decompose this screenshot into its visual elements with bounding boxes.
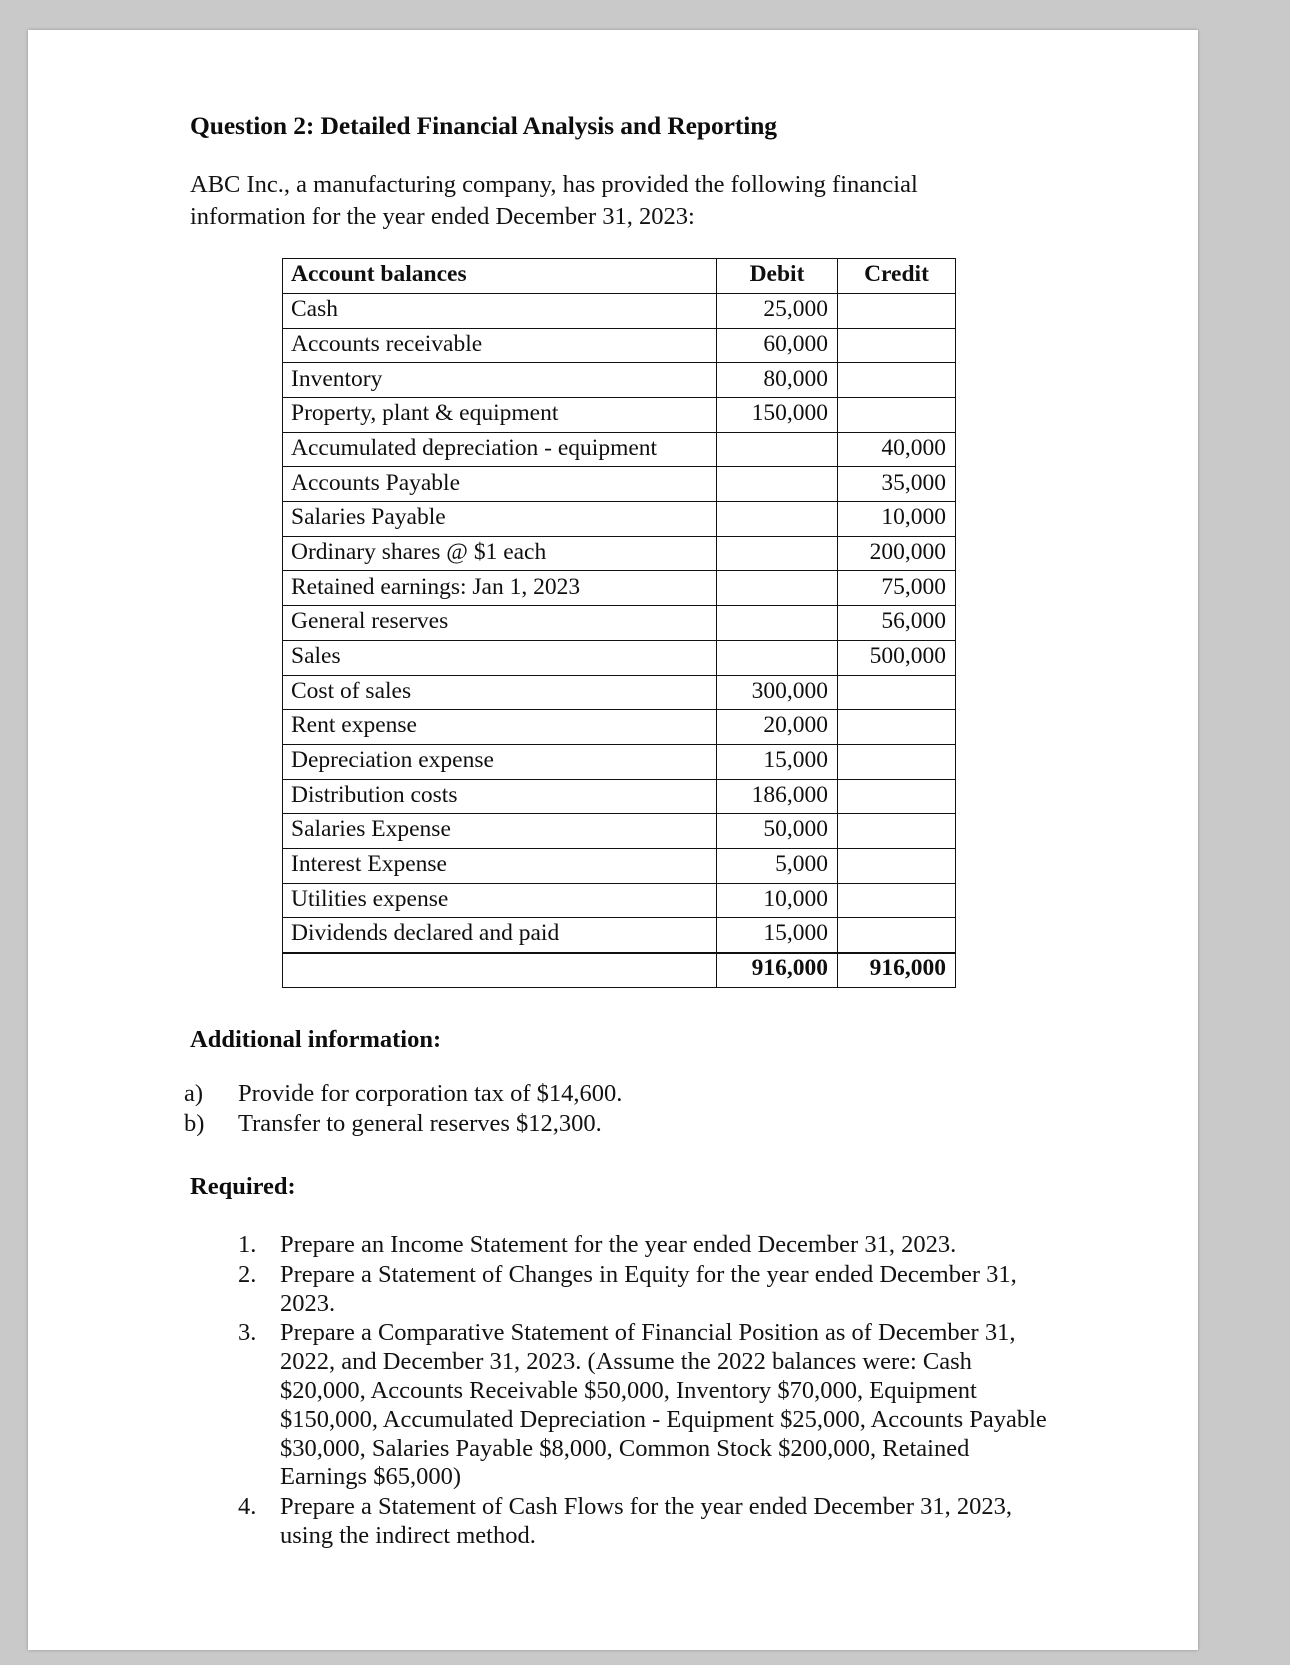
cell-credit: 200,000	[838, 536, 956, 571]
table-header-row	[283, 259, 956, 294]
cell-debit: 25,000	[717, 293, 838, 328]
cell-credit	[838, 918, 956, 953]
cell-credit	[838, 398, 956, 433]
required-list	[190, 1231, 1052, 1551]
cell-credit	[838, 675, 956, 710]
table-row	[283, 536, 956, 571]
cell-account: Dividends declared and paid	[283, 918, 717, 953]
cell-credit: 75,000	[838, 571, 956, 606]
cell-credit	[838, 883, 956, 918]
cell-debit	[717, 536, 838, 571]
cell-debit: 20,000	[717, 710, 838, 745]
cell-credit	[838, 710, 956, 745]
table-row	[283, 883, 956, 918]
table-row	[283, 571, 956, 606]
cell-total-debit: 916,000	[717, 953, 838, 988]
cell-account: Utilities expense	[283, 883, 717, 918]
cell-account: Depreciation expense	[283, 744, 717, 779]
list-item: Prepare a Statement of Changes in Equity for the year ended December 31, 2023.	[280, 1260, 1017, 1317]
table-row	[283, 675, 956, 710]
table-total-row	[283, 953, 956, 988]
table-row	[283, 502, 956, 537]
cell-debit	[717, 467, 838, 502]
list-item-text: Transfer to general reserves $12,300.	[238, 1110, 602, 1138]
table-row	[283, 640, 956, 675]
cell-account: Accumulated depreciation - equipment	[283, 432, 717, 467]
cell-credit: 56,000	[838, 606, 956, 641]
page-title: Question 2: Detailed Financial Analysis and Reporting	[190, 111, 777, 140]
cell-account: Sales	[283, 640, 717, 675]
cell-credit: 500,000	[838, 640, 956, 675]
cell-credit: 10,000	[838, 502, 956, 537]
cell-debit	[717, 502, 838, 537]
cell-debit: 50,000	[717, 814, 838, 849]
list-item-text: Provide for corporation tax of $14,600.	[238, 1079, 623, 1107]
cell-credit	[838, 848, 956, 883]
cell-credit	[838, 744, 956, 779]
cell-debit: 80,000	[717, 363, 838, 398]
cell-account: Inventory	[283, 363, 717, 398]
cell-debit	[717, 432, 838, 467]
list-item: Prepare a Statement of Cash Flows for the year ended December 31, 2023, using the indirect method.	[280, 1493, 1013, 1549]
cell-credit	[838, 814, 956, 849]
table-body	[283, 293, 956, 987]
table-row	[283, 814, 956, 849]
cell-account: Salaries Payable	[283, 502, 717, 537]
column-header-account: Account balances	[283, 259, 717, 294]
table-row	[283, 398, 956, 433]
cell-account: Rent expense	[283, 710, 717, 745]
cell-debit: 15,000	[717, 918, 838, 953]
cell-debit: 150,000	[717, 398, 838, 433]
cell-credit	[838, 328, 956, 363]
cell-debit: 60,000	[717, 328, 838, 363]
additional-information-list	[184, 1079, 1052, 1139]
cell-debit: 15,000	[717, 744, 838, 779]
account-balances-table-wrapper	[282, 258, 955, 987]
cell-debit	[717, 640, 838, 675]
cell-debit: 300,000	[717, 675, 838, 710]
table-head	[283, 259, 956, 294]
cell-account: Interest Expense	[283, 848, 717, 883]
table-row	[283, 744, 956, 779]
table-row	[283, 779, 956, 814]
list-item-marker: a)	[184, 1079, 204, 1107]
cell-total-label	[283, 953, 717, 988]
cell-debit	[717, 571, 838, 606]
cell-account: Accounts Payable	[283, 467, 717, 502]
table-row	[283, 432, 956, 467]
cell-total-credit: 916,000	[838, 953, 956, 988]
cell-account: Retained earnings: Jan 1, 2023	[283, 571, 717, 606]
column-header-debit: Debit	[717, 259, 838, 294]
table-row	[283, 328, 956, 363]
cell-account: Cash	[283, 293, 717, 328]
list-item-marker: b)	[184, 1110, 205, 1138]
table-row	[283, 363, 956, 398]
cell-account: Salaries Expense	[283, 814, 717, 849]
cell-account: Distribution costs	[283, 779, 717, 814]
list-item	[184, 1110, 1052, 1139]
cell-credit: 35,000	[838, 467, 956, 502]
account-balances-table	[282, 258, 956, 987]
cell-credit	[838, 779, 956, 814]
table-row	[283, 848, 956, 883]
list-item: Prepare a Comparative Statement of Financial Position as of December 31, 2022, and December 31, 2023. (Assume the 2022 balances were: Cash $20,000, Accounts Receivable $50,000, Inventory $70,000, Equipment $150,000, Accumulated Depreciation - Equipment $25,000, Accounts Payable $30,000, Salaries Payable $8,000, Common Stock $200,000, Retained Earnings $65,000)	[280, 1319, 1047, 1491]
additional-information-heading: Additional information:	[190, 1025, 442, 1053]
list-item	[184, 1079, 1052, 1109]
cell-account: Cost of sales	[283, 675, 717, 710]
cell-account: Property, plant & equipment	[283, 398, 717, 433]
table-row	[283, 467, 956, 502]
table-row	[283, 293, 956, 328]
table-row	[283, 710, 956, 745]
cell-debit	[717, 606, 838, 641]
cell-debit: 5,000	[717, 848, 838, 883]
document-page	[28, 30, 1198, 1650]
cell-account: Accounts receivable	[283, 328, 717, 363]
column-header-credit: Credit	[838, 259, 956, 294]
cell-credit: 40,000	[838, 432, 956, 467]
cell-account: Ordinary shares @ $1 each	[283, 536, 717, 571]
cell-account: General reserves	[283, 606, 717, 641]
table-row	[283, 918, 956, 953]
required-heading: Required:	[190, 1173, 296, 1201]
cell-credit	[838, 363, 956, 398]
list-item: Prepare an Income Statement for the year ended December 31, 2023.	[280, 1231, 957, 1259]
intro-paragraph: ABC Inc., a manufacturing company, has provided the following financial information for the year ended December 31, 2023:	[190, 171, 918, 230]
table-row	[283, 606, 956, 641]
cell-credit	[838, 293, 956, 328]
document-content	[184, 110, 1052, 1552]
cell-debit: 10,000	[717, 883, 838, 918]
cell-debit: 186,000	[717, 779, 838, 814]
